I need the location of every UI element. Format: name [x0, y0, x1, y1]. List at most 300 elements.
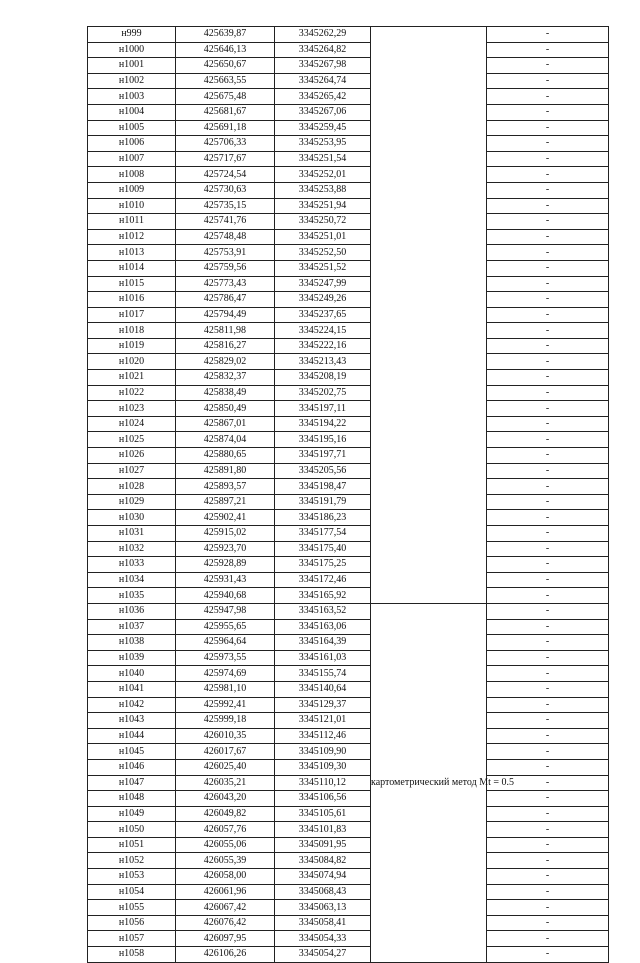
point-name-cell: н1032 [88, 541, 176, 557]
note-cell: - [487, 338, 609, 354]
y-coordinate-cell: 3345247,99 [275, 276, 371, 292]
x-coordinate-cell: 426025,40 [176, 759, 275, 775]
y-coordinate-cell: 3345251,94 [275, 198, 371, 214]
y-coordinate-cell: 3345109,90 [275, 744, 371, 760]
table-row [88, 853, 609, 869]
note-cell: - [487, 245, 609, 261]
y-coordinate-cell: 3345259,45 [275, 120, 371, 136]
table-row [88, 588, 609, 604]
note-cell: - [487, 572, 609, 588]
x-coordinate-cell: 425724,54 [176, 167, 275, 183]
x-coordinate-cell: 425748,48 [176, 229, 275, 245]
table-row [88, 385, 609, 401]
y-coordinate-cell: 3345222,16 [275, 338, 371, 354]
y-coordinate-cell: 3345224,15 [275, 323, 371, 339]
y-coordinate-cell: 3345155,74 [275, 666, 371, 682]
point-name-cell: н1025 [88, 432, 176, 448]
table-row [88, 229, 609, 245]
x-coordinate-cell: 425992,41 [176, 697, 275, 713]
y-coordinate-cell: 3345191,79 [275, 494, 371, 510]
point-name-cell: н1056 [88, 915, 176, 931]
note-cell: - [487, 635, 609, 651]
y-coordinate-cell: 3345205,56 [275, 463, 371, 479]
table-row [88, 370, 609, 386]
note-cell: - [487, 822, 609, 838]
x-coordinate-cell: 425880,65 [176, 448, 275, 464]
y-coordinate-cell: 3345163,52 [275, 603, 371, 619]
point-name-cell: н1000 [88, 42, 176, 58]
y-coordinate-cell: 3345249,26 [275, 292, 371, 308]
note-cell: - [487, 104, 609, 120]
table-row [88, 510, 609, 526]
point-name-cell: н1037 [88, 619, 176, 635]
y-coordinate-cell: 3345237,65 [275, 307, 371, 323]
x-coordinate-cell: 425646,13 [176, 42, 275, 58]
table-row [88, 915, 609, 931]
x-coordinate-cell: 426106,26 [176, 947, 275, 963]
table-row [88, 401, 609, 417]
note-cell: - [487, 307, 609, 323]
point-name-cell: н1044 [88, 728, 176, 744]
note-cell: - [487, 385, 609, 401]
note-cell: - [487, 354, 609, 370]
x-coordinate-cell: 426055,39 [176, 853, 275, 869]
x-coordinate-cell: 426010,35 [176, 728, 275, 744]
x-coordinate-cell: 425691,18 [176, 120, 275, 136]
table-row [88, 541, 609, 557]
note-cell: - [487, 526, 609, 542]
x-coordinate-cell: 425816,27 [176, 338, 275, 354]
point-name-cell: н1050 [88, 822, 176, 838]
note-cell: - [487, 557, 609, 573]
note-cell: - [487, 619, 609, 635]
x-coordinate-cell: 425897,21 [176, 494, 275, 510]
x-coordinate-cell: 425741,76 [176, 214, 275, 230]
point-name-cell: н1052 [88, 853, 176, 869]
point-name-cell: н1033 [88, 557, 176, 573]
point-name-cell: н1012 [88, 229, 176, 245]
x-coordinate-cell: 425850,49 [176, 401, 275, 417]
x-coordinate-cell: 425759,56 [176, 260, 275, 276]
note-cell: - [487, 900, 609, 916]
point-name-cell: н1008 [88, 167, 176, 183]
table-row [88, 167, 609, 183]
x-coordinate-cell: 426097,95 [176, 931, 275, 947]
table-row [88, 837, 609, 853]
y-coordinate-cell: 3345175,25 [275, 557, 371, 573]
point-name-cell: н1023 [88, 401, 176, 417]
table-row [88, 666, 609, 682]
point-name-cell: н1058 [88, 947, 176, 963]
table-row [88, 479, 609, 495]
note-cell: - [487, 448, 609, 464]
y-coordinate-cell: 3345163,06 [275, 619, 371, 635]
y-coordinate-cell: 3345251,52 [275, 260, 371, 276]
y-coordinate-cell: 3345105,61 [275, 806, 371, 822]
note-cell: - [487, 666, 609, 682]
x-coordinate-cell: 425639,87 [176, 27, 275, 43]
point-name-cell: н1010 [88, 198, 176, 214]
y-coordinate-cell: 3345054,27 [275, 947, 371, 963]
point-name-cell: н1028 [88, 479, 176, 495]
table-row [88, 526, 609, 542]
table-row [88, 744, 609, 760]
x-coordinate-cell: 425773,43 [176, 276, 275, 292]
y-coordinate-cell: 3345265,42 [275, 89, 371, 105]
table-row [88, 182, 609, 198]
y-coordinate-cell: 3345121,01 [275, 713, 371, 729]
note-cell: - [487, 323, 609, 339]
table-row [88, 947, 609, 963]
point-name-cell: н1039 [88, 650, 176, 666]
note-cell: - [487, 603, 609, 619]
x-coordinate-cell: 426076,42 [176, 915, 275, 931]
x-coordinate-cell: 425794,49 [176, 307, 275, 323]
x-coordinate-cell: 426035,21 [176, 775, 275, 791]
y-coordinate-cell: 3345068,43 [275, 884, 371, 900]
x-coordinate-cell: 425811,98 [176, 323, 275, 339]
x-coordinate-cell: 425999,18 [176, 713, 275, 729]
point-name-cell: н1043 [88, 713, 176, 729]
x-coordinate-cell: 426055,06 [176, 837, 275, 853]
point-name-cell: н1046 [88, 759, 176, 775]
table-row [88, 42, 609, 58]
table-row [88, 58, 609, 74]
x-coordinate-cell: 425931,43 [176, 572, 275, 588]
point-name-cell: н1048 [88, 791, 176, 807]
y-coordinate-cell: 3345175,40 [275, 541, 371, 557]
table-row [88, 557, 609, 573]
table-row [88, 884, 609, 900]
point-name-cell: н1016 [88, 292, 176, 308]
note-cell: - [487, 915, 609, 931]
table-row [88, 697, 609, 713]
point-name-cell: н1024 [88, 416, 176, 432]
y-coordinate-cell: 3345195,16 [275, 432, 371, 448]
y-coordinate-cell: 3345074,94 [275, 869, 371, 885]
note-cell: - [487, 697, 609, 713]
note-cell: - [487, 869, 609, 885]
y-coordinate-cell: 3345161,03 [275, 650, 371, 666]
y-coordinate-cell: 3345177,54 [275, 526, 371, 542]
x-coordinate-cell: 425663,55 [176, 73, 275, 89]
note-cell: - [487, 853, 609, 869]
note-cell: - [487, 276, 609, 292]
point-name-cell: н1003 [88, 89, 176, 105]
table-row [88, 136, 609, 152]
table-row [88, 151, 609, 167]
table-row [88, 292, 609, 308]
point-name-cell: н1051 [88, 837, 176, 853]
note-cell: - [487, 775, 609, 791]
y-coordinate-cell: 3345213,43 [275, 354, 371, 370]
point-name-cell: н1015 [88, 276, 176, 292]
point-name-cell: н1040 [88, 666, 176, 682]
x-coordinate-cell: 425915,02 [176, 526, 275, 542]
y-coordinate-cell: 3345208,19 [275, 370, 371, 386]
table-row [88, 120, 609, 136]
table-row [88, 869, 609, 885]
y-coordinate-cell: 3345063,13 [275, 900, 371, 916]
point-name-cell: н1055 [88, 900, 176, 916]
x-coordinate-cell: 425829,02 [176, 354, 275, 370]
x-coordinate-cell: 425964,64 [176, 635, 275, 651]
point-name-cell: н1054 [88, 884, 176, 900]
point-name-cell: н1021 [88, 370, 176, 386]
table-row [88, 822, 609, 838]
note-cell: - [487, 759, 609, 775]
note-cell: - [487, 229, 609, 245]
y-coordinate-cell: 3345091,95 [275, 837, 371, 853]
method-cell-blank [371, 27, 487, 604]
point-name-cell: н1026 [88, 448, 176, 464]
y-coordinate-cell: 3345054,33 [275, 931, 371, 947]
table-row [88, 791, 609, 807]
table-row [88, 27, 609, 43]
note-cell: - [487, 370, 609, 386]
note-cell: - [487, 650, 609, 666]
point-name-cell: н1049 [88, 806, 176, 822]
note-cell: - [487, 744, 609, 760]
x-coordinate-cell: 425838,49 [176, 385, 275, 401]
y-coordinate-cell: 3345172,46 [275, 572, 371, 588]
x-coordinate-cell: 425947,98 [176, 603, 275, 619]
note-cell: - [487, 120, 609, 136]
y-coordinate-cell: 3345165,92 [275, 588, 371, 604]
point-name-cell: н1045 [88, 744, 176, 760]
note-cell: - [487, 89, 609, 105]
table-row [88, 494, 609, 510]
point-name-cell: н1038 [88, 635, 176, 651]
table-row [88, 260, 609, 276]
table-row [88, 619, 609, 635]
y-coordinate-cell: 3345251,54 [275, 151, 371, 167]
table-row [88, 448, 609, 464]
point-name-cell: н1005 [88, 120, 176, 136]
note-cell: - [487, 931, 609, 947]
x-coordinate-cell: 425902,41 [176, 510, 275, 526]
x-coordinate-cell: 425753,91 [176, 245, 275, 261]
y-coordinate-cell: 3345262,29 [275, 27, 371, 43]
x-coordinate-cell: 426058,00 [176, 869, 275, 885]
note-cell: - [487, 681, 609, 697]
point-name-cell: н1017 [88, 307, 176, 323]
y-coordinate-cell: 3345140,64 [275, 681, 371, 697]
point-name-cell: н999 [88, 27, 176, 43]
x-coordinate-cell: 426049,82 [176, 806, 275, 822]
point-name-cell: н1004 [88, 104, 176, 120]
point-name-cell: н1018 [88, 323, 176, 339]
y-coordinate-cell: 3345197,11 [275, 401, 371, 417]
x-coordinate-cell: 425706,33 [176, 136, 275, 152]
note-cell: - [487, 479, 609, 495]
y-coordinate-cell: 3345106,56 [275, 791, 371, 807]
x-coordinate-cell: 425940,68 [176, 588, 275, 604]
x-coordinate-cell: 425717,67 [176, 151, 275, 167]
table-row [88, 728, 609, 744]
note-cell: - [487, 167, 609, 183]
point-name-cell: н1036 [88, 603, 176, 619]
table-row [88, 775, 609, 791]
note-cell: - [487, 947, 609, 963]
note-cell: - [487, 182, 609, 198]
y-coordinate-cell: 3345253,88 [275, 182, 371, 198]
table-row [88, 759, 609, 775]
note-cell: - [487, 401, 609, 417]
y-coordinate-cell: 3345084,82 [275, 853, 371, 869]
note-cell: - [487, 151, 609, 167]
table-row [88, 323, 609, 339]
x-coordinate-cell: 425832,37 [176, 370, 275, 386]
y-coordinate-cell: 3345202,75 [275, 385, 371, 401]
note-cell: - [487, 416, 609, 432]
note-cell: - [487, 884, 609, 900]
x-coordinate-cell: 425923,70 [176, 541, 275, 557]
table-row [88, 713, 609, 729]
x-coordinate-cell: 426057,76 [176, 822, 275, 838]
y-coordinate-cell: 3345250,72 [275, 214, 371, 230]
y-coordinate-cell: 3345164,39 [275, 635, 371, 651]
table-row [88, 198, 609, 214]
x-coordinate-cell: 425928,89 [176, 557, 275, 573]
table-row [88, 931, 609, 947]
table-row [88, 89, 609, 105]
y-coordinate-cell: 3345129,37 [275, 697, 371, 713]
coordinates-table-body [88, 27, 609, 963]
y-coordinate-cell: 3345101,83 [275, 822, 371, 838]
table-row [88, 463, 609, 479]
x-coordinate-cell: 425681,67 [176, 104, 275, 120]
note-cell: - [487, 27, 609, 43]
y-coordinate-cell: 3345058,41 [275, 915, 371, 931]
point-name-cell: н1019 [88, 338, 176, 354]
point-name-cell: н1027 [88, 463, 176, 479]
x-coordinate-cell: 425874,04 [176, 432, 275, 448]
x-coordinate-cell: 426043,20 [176, 791, 275, 807]
note-cell: - [487, 588, 609, 604]
table-row [88, 432, 609, 448]
point-name-cell: н1053 [88, 869, 176, 885]
y-coordinate-cell: 3345264,82 [275, 42, 371, 58]
note-cell: - [487, 73, 609, 89]
note-cell: - [487, 292, 609, 308]
x-coordinate-cell: 425786,47 [176, 292, 275, 308]
method-cell: картометрический метод Mt = 0.5 [371, 603, 487, 962]
y-coordinate-cell: 3345267,98 [275, 58, 371, 74]
x-coordinate-cell: 425981,10 [176, 681, 275, 697]
y-coordinate-cell: 3345264,74 [275, 73, 371, 89]
table-row [88, 276, 609, 292]
y-coordinate-cell: 3345110,12 [275, 775, 371, 791]
coordinates-table [87, 26, 609, 963]
table-row [88, 681, 609, 697]
point-name-cell: н1035 [88, 588, 176, 604]
y-coordinate-cell: 3345186,23 [275, 510, 371, 526]
x-coordinate-cell: 425675,48 [176, 89, 275, 105]
y-coordinate-cell: 3345109,30 [275, 759, 371, 775]
table-row [88, 214, 609, 230]
point-name-cell: н1041 [88, 681, 176, 697]
y-coordinate-cell: 3345252,50 [275, 245, 371, 261]
x-coordinate-cell: 425735,15 [176, 198, 275, 214]
x-coordinate-cell: 426017,67 [176, 744, 275, 760]
point-name-cell: н1030 [88, 510, 176, 526]
point-name-cell: н1006 [88, 136, 176, 152]
point-name-cell: н1007 [88, 151, 176, 167]
y-coordinate-cell: 3345197,71 [275, 448, 371, 464]
note-cell: - [487, 806, 609, 822]
y-coordinate-cell: 3345198,47 [275, 479, 371, 495]
x-coordinate-cell: 425974,69 [176, 666, 275, 682]
table-row [88, 354, 609, 370]
point-name-cell: н1013 [88, 245, 176, 261]
note-cell: - [487, 728, 609, 744]
point-name-cell: н1042 [88, 697, 176, 713]
table-row [88, 650, 609, 666]
point-name-cell: н1001 [88, 58, 176, 74]
table-row [88, 603, 609, 619]
note-cell: - [487, 837, 609, 853]
note-cell: - [487, 463, 609, 479]
table-row [88, 338, 609, 354]
point-name-cell: н1009 [88, 182, 176, 198]
x-coordinate-cell: 425973,55 [176, 650, 275, 666]
point-name-cell: н1034 [88, 572, 176, 588]
table-row [88, 635, 609, 651]
x-coordinate-cell: 426067,42 [176, 900, 275, 916]
point-name-cell: н1057 [88, 931, 176, 947]
table-row [88, 806, 609, 822]
note-cell: - [487, 510, 609, 526]
note-cell: - [487, 136, 609, 152]
x-coordinate-cell: 425891,80 [176, 463, 275, 479]
point-name-cell: н1047 [88, 775, 176, 791]
x-coordinate-cell: 425650,67 [176, 58, 275, 74]
y-coordinate-cell: 3345112,46 [275, 728, 371, 744]
table-row [88, 104, 609, 120]
x-coordinate-cell: 425867,01 [176, 416, 275, 432]
note-cell: - [487, 791, 609, 807]
note-cell: - [487, 42, 609, 58]
point-name-cell: н1002 [88, 73, 176, 89]
table-row [88, 245, 609, 261]
note-cell: - [487, 713, 609, 729]
point-name-cell: н1029 [88, 494, 176, 510]
y-coordinate-cell: 3345267,06 [275, 104, 371, 120]
table-row [88, 572, 609, 588]
note-cell: - [487, 58, 609, 74]
note-cell: - [487, 494, 609, 510]
table-row [88, 73, 609, 89]
point-name-cell: н1020 [88, 354, 176, 370]
point-name-cell: н1011 [88, 214, 176, 230]
point-name-cell: н1031 [88, 526, 176, 542]
table-row [88, 307, 609, 323]
point-name-cell: н1022 [88, 385, 176, 401]
x-coordinate-cell: 425730,63 [176, 182, 275, 198]
table-row [88, 900, 609, 916]
point-name-cell: н1014 [88, 260, 176, 276]
note-cell: - [487, 214, 609, 230]
y-coordinate-cell: 3345252,01 [275, 167, 371, 183]
y-coordinate-cell: 3345194,22 [275, 416, 371, 432]
note-cell: - [487, 541, 609, 557]
x-coordinate-cell: 426061,96 [176, 884, 275, 900]
note-cell: - [487, 432, 609, 448]
y-coordinate-cell: 3345253,95 [275, 136, 371, 152]
y-coordinate-cell: 3345251,01 [275, 229, 371, 245]
table-row [88, 416, 609, 432]
